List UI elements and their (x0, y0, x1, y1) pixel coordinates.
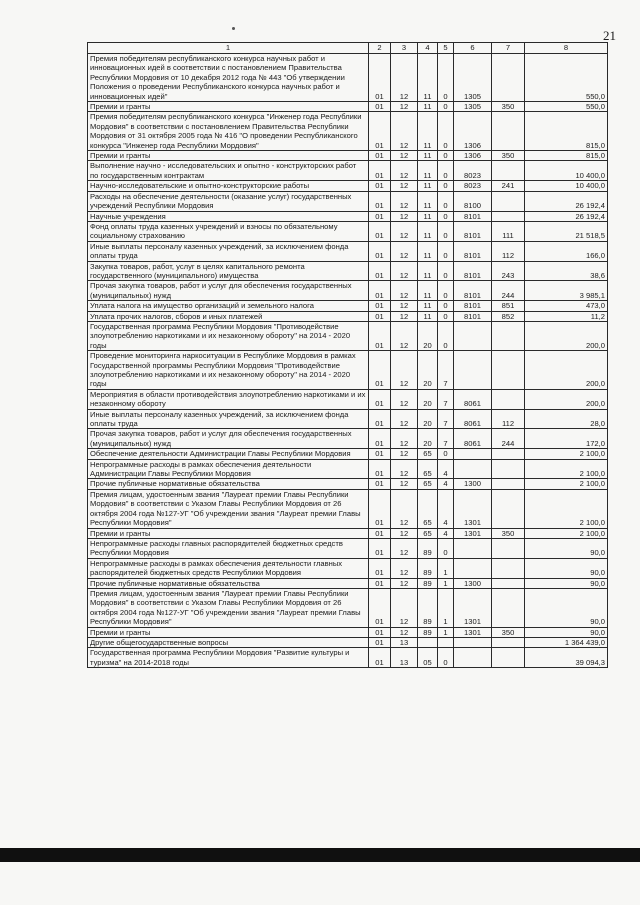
row-name: Закупка товаров, работ, услуг в целях капитального ремонта государственного (муниципального) имущества (88, 261, 369, 281)
code-program: 7 (438, 409, 454, 429)
table-row (88, 112, 608, 151)
code-vid-raskhodov (492, 459, 525, 479)
code-program: 4 (438, 479, 454, 489)
row-amount: 10 400,0 (525, 161, 608, 181)
code-razdel: 12 (391, 489, 418, 528)
code-podrazdel: 89 (418, 578, 438, 588)
code-tselevaya: 8101 (454, 241, 492, 261)
code-tselevaya: 8101 (454, 261, 492, 281)
header-cell: 4 (418, 43, 438, 54)
code-vid-raskhodov (492, 578, 525, 588)
code-ved: 01 (369, 648, 391, 668)
code-ved: 01 (369, 449, 391, 459)
table-body (88, 54, 608, 668)
code-ved: 01 (369, 558, 391, 578)
table-row (88, 449, 608, 459)
code-razdel: 12 (391, 389, 418, 409)
code-vid-raskhodov: 244 (492, 281, 525, 301)
code-vid-raskhodov (492, 637, 525, 647)
code-podrazdel: 11 (418, 301, 438, 311)
table-row (88, 351, 608, 390)
code-razdel: 12 (391, 151, 418, 161)
header-cell: 3 (391, 43, 418, 54)
table-row (88, 409, 608, 429)
code-razdel: 12 (391, 191, 418, 211)
code-program: 0 (438, 261, 454, 281)
row-amount: 39 094,3 (525, 648, 608, 668)
code-tselevaya: 1305 (454, 54, 492, 102)
code-vid-raskhodov (492, 479, 525, 489)
code-podrazdel: 11 (418, 261, 438, 281)
code-program: 0 (438, 54, 454, 102)
code-podrazdel: 20 (418, 409, 438, 429)
code-vid-raskhodov: 350 (492, 627, 525, 637)
code-program: 7 (438, 351, 454, 390)
table-row (88, 281, 608, 301)
code-podrazdel: 11 (418, 54, 438, 102)
code-vid-raskhodov (492, 211, 525, 221)
code-vid-raskhodov (492, 191, 525, 211)
code-podrazdel: 11 (418, 191, 438, 211)
code-podrazdel: 11 (418, 311, 438, 321)
code-ved: 01 (369, 429, 391, 449)
code-vid-raskhodov (492, 588, 525, 627)
code-podrazdel: 65 (418, 449, 438, 459)
row-name: Прочие публичные нормативные обязательства (88, 578, 369, 588)
row-amount: 200,0 (525, 351, 608, 390)
row-amount: 550,0 (525, 102, 608, 112)
code-vid-raskhodov (492, 648, 525, 668)
code-razdel: 12 (391, 588, 418, 627)
code-vid-raskhodov (492, 112, 525, 151)
code-ved: 01 (369, 112, 391, 151)
budget-table (87, 42, 608, 668)
row-name: Научные учреждения (88, 211, 369, 221)
code-podrazdel: 11 (418, 281, 438, 301)
row-amount: 550,0 (525, 54, 608, 102)
row-name: Премии и гранты (88, 151, 369, 161)
table-row (88, 321, 608, 350)
code-vid-raskhodov: 852 (492, 311, 525, 321)
code-tselevaya (454, 459, 492, 479)
row-amount: 38,6 (525, 261, 608, 281)
code-ved: 01 (369, 389, 391, 409)
table-row (88, 578, 608, 588)
code-razdel: 12 (391, 221, 418, 241)
row-name: Фонд оплаты труда казенных учреждений и взносы по обязательному социальному страхованию (88, 221, 369, 241)
code-program: 0 (438, 648, 454, 668)
code-tselevaya: 1301 (454, 627, 492, 637)
code-program: 4 (438, 528, 454, 538)
code-tselevaya: 8061 (454, 389, 492, 409)
code-razdel: 13 (391, 637, 418, 647)
header-cell: 2 (369, 43, 391, 54)
row-amount: 815,0 (525, 112, 608, 151)
code-program: 1 (438, 627, 454, 637)
row-name: Премия победителям республиканского конкурса научных работ и инновационных идей в соответствии с постановлением Правительства Республики Мордовия от 10 декабря 2012 года № 443 "Об утверждении Положения о проведении Республиканского конкурса научных работ и инновационных идей" (88, 54, 369, 102)
code-tselevaya (454, 321, 492, 350)
row-name: Премии и гранты (88, 102, 369, 112)
code-ved: 01 (369, 351, 391, 390)
code-tselevaya: 8101 (454, 281, 492, 301)
row-name: Прочие публичные нормативные обязательства (88, 479, 369, 489)
code-tselevaya (454, 449, 492, 459)
row-name: Иные выплаты персоналу казенных учреждений, за исключением фонда оплаты труда (88, 241, 369, 261)
code-vid-raskhodov: 111 (492, 221, 525, 241)
code-podrazdel: 11 (418, 211, 438, 221)
table-row (88, 429, 608, 449)
code-vid-raskhodov: 350 (492, 528, 525, 538)
code-razdel: 12 (391, 301, 418, 311)
table-row (88, 459, 608, 479)
code-podrazdel: 20 (418, 389, 438, 409)
header-cell: 5 (438, 43, 454, 54)
row-amount: 90,0 (525, 627, 608, 637)
code-ved: 01 (369, 54, 391, 102)
row-amount: 473,0 (525, 301, 608, 311)
code-razdel: 12 (391, 578, 418, 588)
code-podrazdel: 11 (418, 181, 438, 191)
code-tselevaya: 8061 (454, 429, 492, 449)
code-vid-raskhodov: 112 (492, 409, 525, 429)
row-amount: 2 100,0 (525, 459, 608, 479)
code-vid-raskhodov (492, 558, 525, 578)
code-razdel: 12 (391, 538, 418, 558)
row-amount: 2 100,0 (525, 489, 608, 528)
code-tselevaya: 1301 (454, 489, 492, 528)
code-tselevaya: 1306 (454, 151, 492, 161)
code-ved: 01 (369, 281, 391, 301)
row-amount: 172,0 (525, 429, 608, 449)
table-row (88, 637, 608, 647)
row-name: Прочая закупка товаров, работ и услуг для обеспечения государственных (муниципальных) нужд (88, 281, 369, 301)
row-amount: 90,0 (525, 578, 608, 588)
code-podrazdel: 89 (418, 558, 438, 578)
code-podrazdel: 65 (418, 459, 438, 479)
code-ved: 01 (369, 627, 391, 637)
header-cell: 1 (88, 43, 369, 54)
row-amount: 2 100,0 (525, 528, 608, 538)
code-program: 0 (438, 102, 454, 112)
code-vid-raskhodov (492, 449, 525, 459)
row-name: Премия победителям республиканского конкурса "Инженер года Республики Мордовия" в соответствии с постановлением Правительства Республики Мордовия от 31 октября 2005 года № 416 "О проведении Республиканского конкурса "Инженер года Республики Мордовия" (88, 112, 369, 151)
code-vid-raskhodov (492, 489, 525, 528)
code-tselevaya (454, 648, 492, 668)
code-ved: 01 (369, 311, 391, 321)
table-row (88, 221, 608, 241)
code-ved: 01 (369, 409, 391, 429)
code-podrazdel: 11 (418, 151, 438, 161)
row-name: Премии и гранты (88, 627, 369, 637)
code-podrazdel: 11 (418, 102, 438, 112)
code-program: 0 (438, 538, 454, 558)
code-podrazdel: 89 (418, 538, 438, 558)
code-razdel: 12 (391, 627, 418, 637)
header-cell: 8 (525, 43, 608, 54)
code-ved: 01 (369, 261, 391, 281)
code-ved: 01 (369, 151, 391, 161)
code-podrazdel: 65 (418, 489, 438, 528)
code-razdel: 12 (391, 241, 418, 261)
code-razdel: 12 (391, 321, 418, 350)
row-amount: 815,0 (525, 151, 608, 161)
code-tselevaya: 8061 (454, 409, 492, 429)
header-cell: 6 (454, 43, 492, 54)
table-row (88, 479, 608, 489)
code-ved: 01 (369, 211, 391, 221)
code-ved: 01 (369, 538, 391, 558)
table-row (88, 54, 608, 102)
code-ved: 01 (369, 221, 391, 241)
code-program (438, 637, 454, 647)
table-row (88, 161, 608, 181)
code-vid-raskhodov: 350 (492, 102, 525, 112)
code-razdel: 12 (391, 409, 418, 429)
code-vid-raskhodov: 243 (492, 261, 525, 281)
row-name: Премии и гранты (88, 528, 369, 538)
table-row (88, 528, 608, 538)
code-tselevaya: 8101 (454, 301, 492, 311)
table-row (88, 151, 608, 161)
code-vid-raskhodov (492, 54, 525, 102)
row-name: Мероприятия в области противодействия злоупотреблению наркотиками и их незаконному обороту (88, 389, 369, 409)
code-razdel: 13 (391, 648, 418, 668)
code-vid-raskhodov: 241 (492, 181, 525, 191)
code-program: 0 (438, 241, 454, 261)
row-name: Расходы на обеспечение деятельности (оказание услуг) государственных учреждений Республики Мордовия (88, 191, 369, 211)
table-row (88, 211, 608, 221)
code-program: 0 (438, 221, 454, 241)
code-ved: 01 (369, 241, 391, 261)
code-razdel: 12 (391, 429, 418, 449)
code-program: 0 (438, 449, 454, 459)
code-program: 0 (438, 161, 454, 181)
row-name: Непрограммные расходы в рамках обеспечения деятельности главных распорядителей бюджетных средств Республики Мордовия (88, 558, 369, 578)
row-name: Премия лицам, удостоенным звания "Лауреат премии Главы Республики Мордовия" в соответствии с Указом Главы Республики Мордовия от 26 октября 2004 года №127-УГ "Об учреждении звания "Лауреат премии Главы Республики Мордовия" (88, 489, 369, 528)
row-amount: 21 518,5 (525, 221, 608, 241)
code-razdel: 12 (391, 528, 418, 538)
row-amount: 1 364 439,0 (525, 637, 608, 647)
code-tselevaya (454, 637, 492, 647)
row-name: Государственная программа Республики Мордовия "Противодействие злоупотреблению наркотиками и их незаконному обороту" на 2014 - 2020 годы (88, 321, 369, 350)
row-name: Уплата налога на имущество организаций и земельного налога (88, 301, 369, 311)
row-name: Выполнение научно - исследовательских и опытно - конструкторских работ по государственным контрактам (88, 161, 369, 181)
code-tselevaya: 8101 (454, 311, 492, 321)
code-vid-raskhodov: 350 (492, 151, 525, 161)
page-number: 21 (603, 28, 616, 43)
code-podrazdel: 89 (418, 588, 438, 627)
row-name: Государственная программа Республики Мордовия "Развитие культуры и туризма" на 2014-2018 годы (88, 648, 369, 668)
code-program: 0 (438, 311, 454, 321)
row-amount: 26 192,4 (525, 211, 608, 221)
table-row (88, 191, 608, 211)
code-razdel: 12 (391, 311, 418, 321)
code-razdel: 12 (391, 479, 418, 489)
code-razdel: 12 (391, 161, 418, 181)
row-name: Обеспечение деятельности Администрации Главы Республики Мордовия (88, 449, 369, 459)
row-amount: 26 192,4 (525, 191, 608, 211)
header-cell: 7 (492, 43, 525, 54)
code-podrazdel: 65 (418, 528, 438, 538)
code-ved: 01 (369, 321, 391, 350)
code-tselevaya (454, 538, 492, 558)
code-tselevaya (454, 558, 492, 578)
code-ved: 01 (369, 479, 391, 489)
code-program: 0 (438, 321, 454, 350)
code-tselevaya: 1300 (454, 578, 492, 588)
code-razdel: 12 (391, 261, 418, 281)
table-row (88, 102, 608, 112)
table-row (88, 588, 608, 627)
table-row (88, 558, 608, 578)
table-row (88, 538, 608, 558)
row-name: Другие общегосударственные вопросы (88, 637, 369, 647)
code-program: 7 (438, 389, 454, 409)
table-row (88, 261, 608, 281)
code-program: 0 (438, 211, 454, 221)
code-program: 4 (438, 489, 454, 528)
table-row (88, 311, 608, 321)
code-podrazdel: 11 (418, 112, 438, 151)
table-row (88, 301, 608, 311)
code-tselevaya: 1305 (454, 102, 492, 112)
row-name: Уплата прочих налогов, сборов и иных платежей (88, 311, 369, 321)
code-ved: 01 (369, 161, 391, 181)
code-vid-raskhodov (492, 321, 525, 350)
code-ved: 01 (369, 578, 391, 588)
code-ved: 01 (369, 489, 391, 528)
code-razdel: 12 (391, 281, 418, 301)
table-row (88, 181, 608, 191)
code-podrazdel: 05 (418, 648, 438, 668)
table-row (88, 489, 608, 528)
code-program: 0 (438, 301, 454, 311)
code-podrazdel (418, 637, 438, 647)
code-ved: 01 (369, 459, 391, 479)
code-podrazdel: 20 (418, 351, 438, 390)
code-ved: 01 (369, 181, 391, 191)
table-row (88, 627, 608, 637)
code-vid-raskhodov (492, 538, 525, 558)
code-ved: 01 (369, 528, 391, 538)
code-program: 1 (438, 578, 454, 588)
code-program: 1 (438, 558, 454, 578)
code-ved: 01 (369, 301, 391, 311)
code-program: 0 (438, 191, 454, 211)
row-name: Прочая закупка товаров, работ и услуг для обеспечения государственных (муниципальных) нужд (88, 429, 369, 449)
code-podrazdel: 11 (418, 221, 438, 241)
code-podrazdel: 11 (418, 241, 438, 261)
code-program: 0 (438, 181, 454, 191)
code-vid-raskhodov: 851 (492, 301, 525, 311)
table-row (88, 241, 608, 261)
code-podrazdel: 89 (418, 627, 438, 637)
header-row (88, 43, 608, 54)
row-amount: 200,0 (525, 321, 608, 350)
code-vid-raskhodov: 112 (492, 241, 525, 261)
code-tselevaya: 8023 (454, 181, 492, 191)
code-tselevaya: 1300 (454, 479, 492, 489)
code-razdel: 12 (391, 351, 418, 390)
code-tselevaya: 8101 (454, 221, 492, 241)
code-vid-raskhodov (492, 161, 525, 181)
row-amount: 166,0 (525, 241, 608, 261)
row-amount: 3 985,1 (525, 281, 608, 301)
row-amount: 90,0 (525, 538, 608, 558)
code-tselevaya: 1301 (454, 528, 492, 538)
code-program: 0 (438, 281, 454, 301)
row-amount: 90,0 (525, 588, 608, 627)
code-program: 7 (438, 429, 454, 449)
code-ved: 01 (369, 637, 391, 647)
code-ved: 01 (369, 588, 391, 627)
table-row (88, 389, 608, 409)
code-tselevaya (454, 351, 492, 390)
code-tselevaya: 8101 (454, 211, 492, 221)
code-vid-raskhodov (492, 389, 525, 409)
row-name: Иные выплаты персоналу казенных учреждений, за исключением фонда оплаты труда (88, 409, 369, 429)
code-ved: 01 (369, 102, 391, 112)
row-name: Непрограммные расходы главных распорядителей бюджетных средств Республики Мордовия (88, 538, 369, 558)
row-name: Непрограммные расходы в рамках обеспечения деятельности Администрации Главы Республики Мордовия (88, 459, 369, 479)
code-tselevaya: 8023 (454, 161, 492, 181)
code-tselevaya: 1301 (454, 588, 492, 627)
code-podrazdel: 20 (418, 321, 438, 350)
code-podrazdel: 20 (418, 429, 438, 449)
table-row (88, 648, 608, 668)
row-amount: 200,0 (525, 389, 608, 409)
scan-mark (232, 27, 235, 30)
code-vid-raskhodov (492, 351, 525, 390)
row-amount: 90,0 (525, 558, 608, 578)
code-program: 0 (438, 151, 454, 161)
code-razdel: 12 (391, 558, 418, 578)
code-tselevaya: 8100 (454, 191, 492, 211)
row-name: Премия лицам, удостоенным звания "Лауреат премии Главы Республики Мордовия" в соответствии с Указом Главы Республики Мордовия от 26 октября 2004 года №127-УГ "Об учреждении звания "Лауреат премии Главы Республики Мордовия" (88, 588, 369, 627)
code-program: 4 (438, 459, 454, 479)
code-razdel: 12 (391, 181, 418, 191)
code-razdel: 12 (391, 102, 418, 112)
code-razdel: 12 (391, 211, 418, 221)
scan-edge-bar (0, 848, 640, 862)
row-amount: 2 100,0 (525, 479, 608, 489)
row-amount: 10 400,0 (525, 181, 608, 191)
code-podrazdel: 65 (418, 479, 438, 489)
row-name: Научно-исследовательские и опытно-конструкторские работы (88, 181, 369, 191)
row-amount: 11,2 (525, 311, 608, 321)
code-vid-raskhodov: 244 (492, 429, 525, 449)
code-razdel: 12 (391, 449, 418, 459)
code-razdel: 12 (391, 459, 418, 479)
code-program: 1 (438, 588, 454, 627)
code-tselevaya: 1306 (454, 112, 492, 151)
code-podrazdel: 11 (418, 161, 438, 181)
row-name: Проведение мониторинга наркоситуации в Республике Мордовия в рамках Государственной программы Республики Мордовия "Противодействие злоупотреблению наркотиками и их незаконному обороту" на 2014 - 2020 годы (88, 351, 369, 390)
code-razdel: 12 (391, 54, 418, 102)
code-ved: 01 (369, 191, 391, 211)
code-program: 0 (438, 112, 454, 151)
row-amount: 2 100,0 (525, 449, 608, 459)
row-amount: 28,0 (525, 409, 608, 429)
code-razdel: 12 (391, 112, 418, 151)
